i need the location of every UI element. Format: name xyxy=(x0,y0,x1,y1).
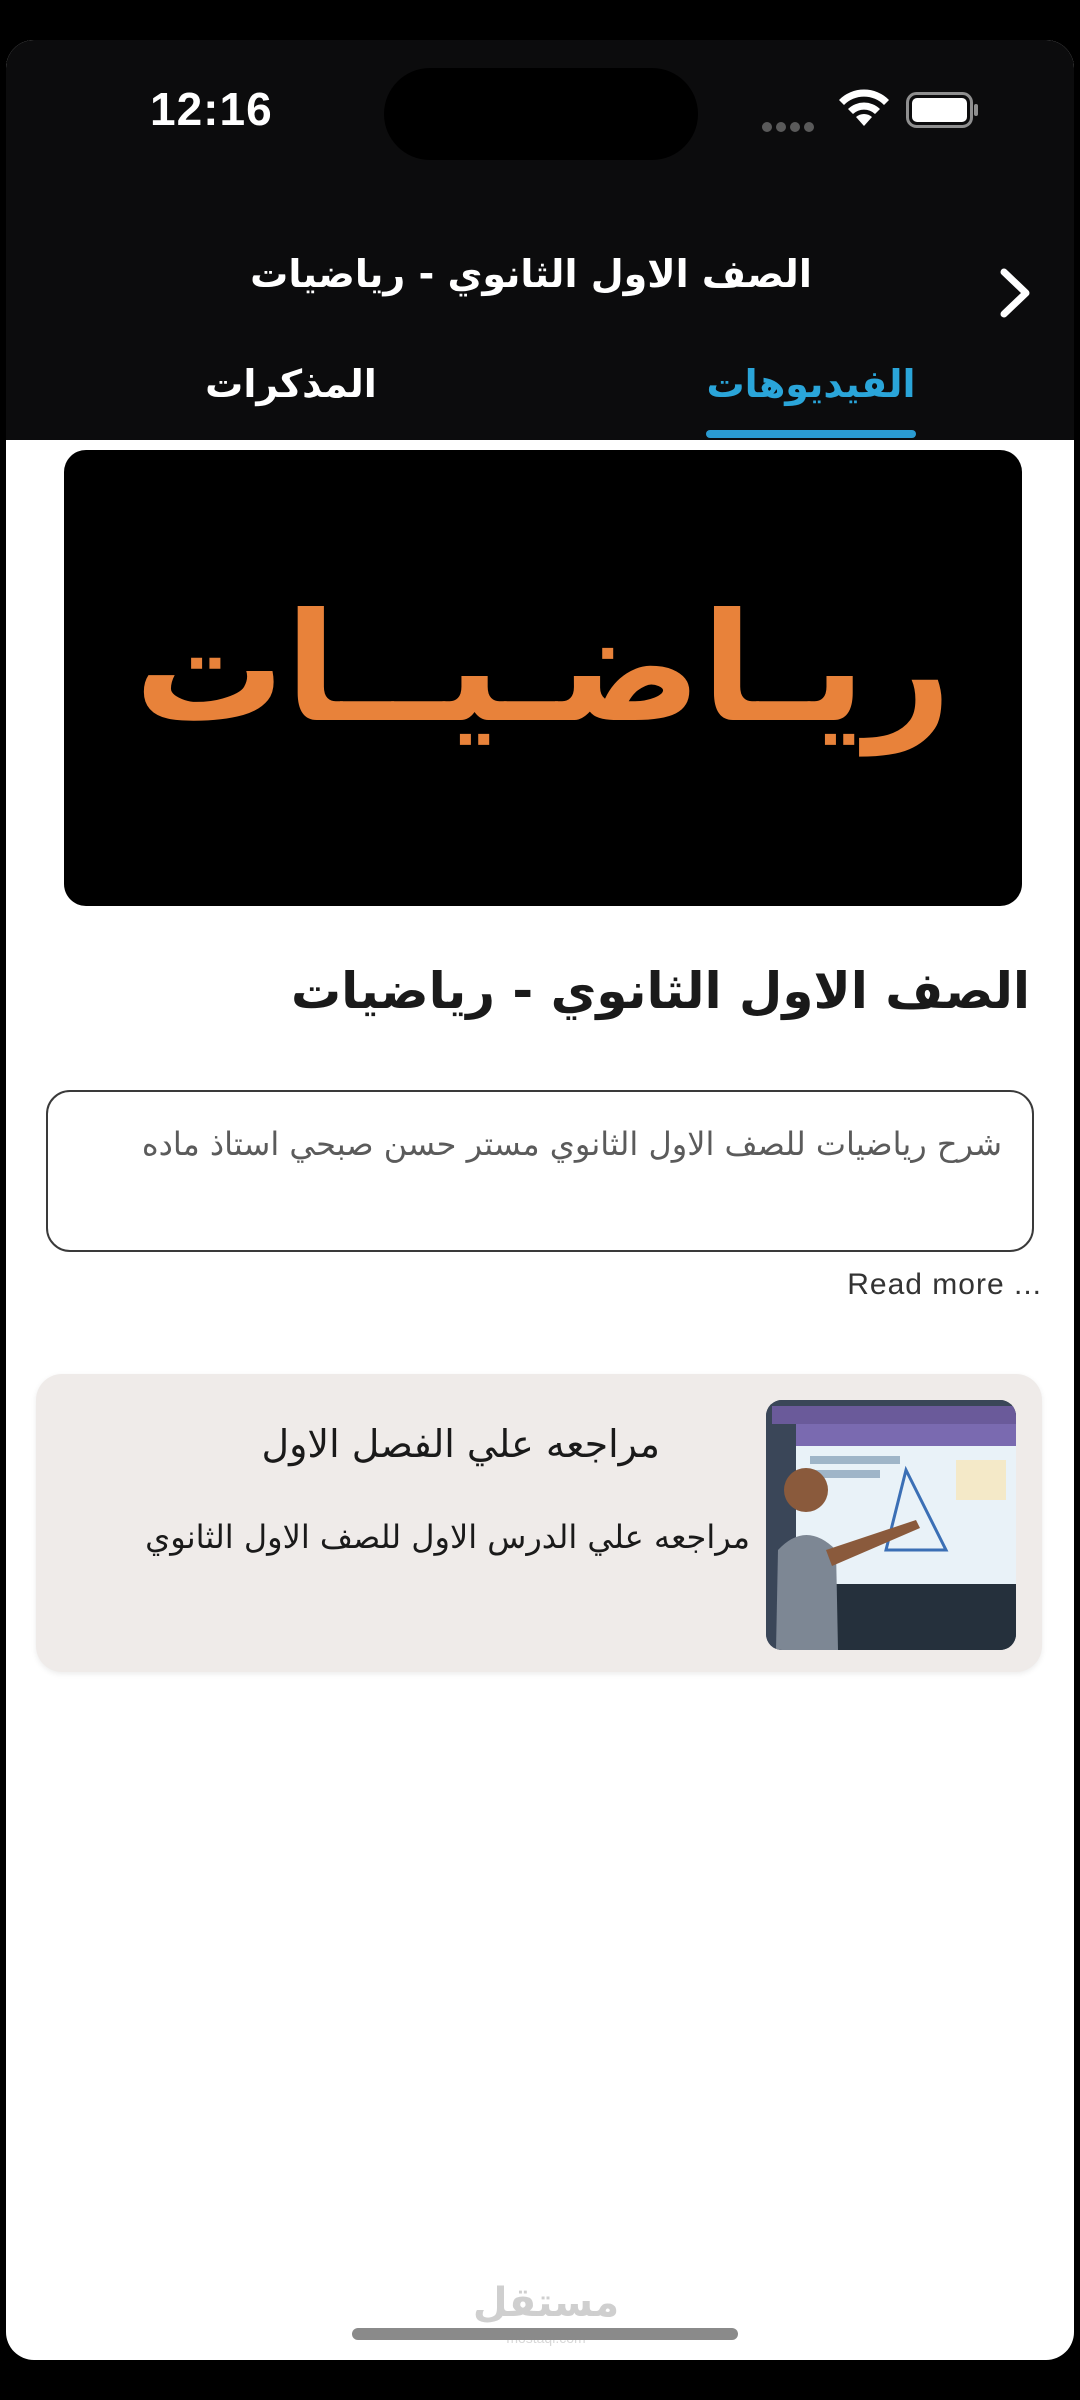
signal-icon xyxy=(762,118,822,132)
video-subtitle: مراجعه علي الدرس الاول للصف الاول الثانوي xyxy=(145,1518,750,1556)
video-card[interactable] xyxy=(36,1374,1042,1672)
active-tab-indicator xyxy=(706,430,916,438)
description-box xyxy=(46,1090,1034,1252)
home-indicator[interactable] xyxy=(352,2328,738,2340)
app-screen xyxy=(6,40,1074,2360)
course-banner[interactable] xyxy=(64,450,1022,906)
page-title: الصف الاول الثانوي - رياضيات xyxy=(250,252,812,296)
dynamic-island xyxy=(384,68,698,160)
chevron-right-icon[interactable] xyxy=(992,258,1042,328)
read-more-link[interactable]: Read more ... xyxy=(847,1268,1042,1301)
watermark-logo: مستقل xyxy=(472,2280,620,2326)
wifi-icon xyxy=(836,86,892,130)
course-title: الصف الاول الثانوي - رياضيات xyxy=(290,962,1030,1020)
banner-text: ريـاضـيــات xyxy=(134,582,952,756)
tab-notes[interactable]: المذكرات xyxy=(205,362,377,406)
course-description: شرح رياضيات للصف الاول الثانوي مستر حسن صبحي استاذ ماده xyxy=(141,1125,1002,1163)
tab-videos[interactable]: الفيديوهات xyxy=(706,362,916,406)
teacher-thumbnail-image xyxy=(766,1400,1016,1650)
video-title: مراجعه علي الفصل الاول xyxy=(261,1422,660,1466)
video-thumbnail xyxy=(766,1400,1016,1650)
battery-icon xyxy=(906,92,980,128)
banner-graphic xyxy=(64,450,1022,906)
status-time: 12:16 xyxy=(150,83,273,135)
header xyxy=(6,40,1074,440)
